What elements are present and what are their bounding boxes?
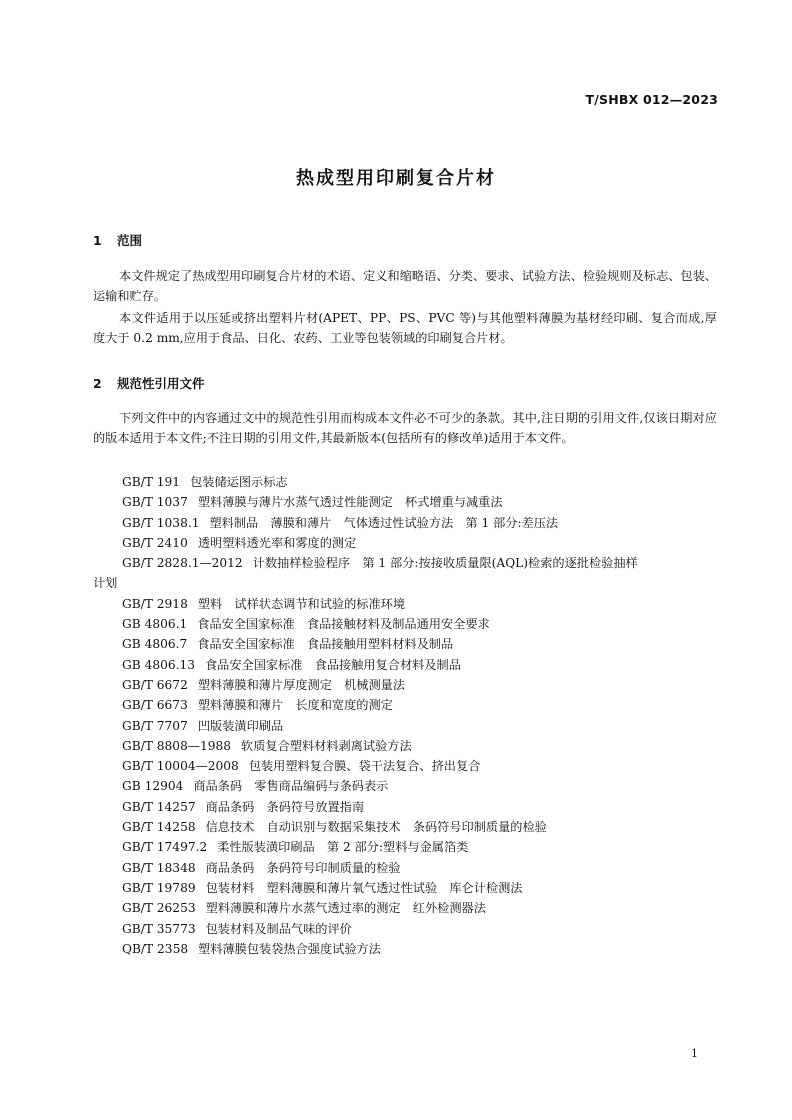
page-number: 1 [691,1047,698,1060]
document-title: 热成型用印刷复合片材 [296,168,496,189]
reference-title: 软质复合塑料材料剥离试验方法 [241,738,412,753]
reference-code: GB/T 14257 [122,799,196,814]
reference-item [93,736,717,756]
reference-item [93,817,717,837]
reference-item [93,776,717,796]
reference-code: GB/T 17497.2 [122,840,208,855]
reference-title: 包装材料 塑料薄膜和薄片氧气透过性试验 库仑计检测法 [205,880,523,895]
reference-item [93,898,717,918]
reference-title: 食品安全国家标准 食品接触材料及制品通用安全要求 [197,617,490,632]
reference-item [93,614,717,634]
reference-title: 包装储运图示标志 [190,475,288,489]
reference-title-continuation: 计划 [93,576,118,591]
document-number: T/SHBX 012—2023 [585,92,718,107]
reference-title: 塑料薄膜和薄片厚度测定 机械测量法 [197,677,406,692]
reference-item [93,837,717,857]
reference-item [93,553,717,573]
reference-title: 塑料薄膜与薄片水蒸气透过性能测定 杯式增重与减重法 [197,495,503,510]
reference-item [93,472,717,492]
reference-title: 塑料薄膜和薄片 长度和宽度的测定 [197,698,393,713]
reference-item [93,594,717,614]
reference-code: GB 4806.13 [122,657,195,672]
reference-code: GB/T 2410 [122,535,188,550]
reference-item [93,695,717,715]
reference-item [93,919,717,939]
reference-code: GB/T 26253 [122,901,196,916]
reference-code: GB/T 35773 [122,921,196,936]
reference-title: 信息技术 自动识别与数据采集技术 条码符号印制质量的检验 [205,820,547,835]
reference-item [93,858,717,878]
reference-code: GB/T 191 [122,475,181,489]
section-2-title: 规范性引用文件 [117,376,205,391]
reference-code: GB 4806.1 [122,617,188,632]
reference-code: GB/T 8808—1988 [122,738,232,753]
reference-code: GB/T 6672 [122,677,188,692]
reference-title: 食品安全国家标准 食品接触用复合材料及制品 [204,657,461,672]
reference-title: 计数抽样检验程序 第 1 部分:按接收质量限(AQL)检索的逐批检验抽样 [252,556,638,571]
reference-title: 塑料薄膜包装袋热合强度试验方法 [198,941,381,956]
reference-title: 透明塑料透光率和雾度的测定 [197,535,357,550]
reference-item [93,939,717,959]
reference-code: GB 12904 [122,779,184,794]
reference-title: 商品条码 条码符号放置指南 [205,799,365,814]
normative-reference-list [93,472,717,959]
reference-item [93,756,717,776]
reference-item [93,675,717,695]
reference-code: GB/T 2918 [122,596,188,611]
reference-code: GB/T 1037 [122,495,188,510]
reference-item [93,878,717,898]
reference-item [93,492,717,512]
reference-title: 塑料 试样状态调节和试验的标准环境 [197,596,406,611]
reference-code: GB/T 2828.1—2012 [122,556,243,571]
section-1-title: 范围 [117,233,143,248]
reference-code: GB 4806.7 [122,637,188,652]
reference-code: GB/T 6673 [122,698,188,713]
reference-code: GB/T 19789 [122,880,196,895]
reference-title: 塑料薄膜和薄片水蒸气透过率的测定 红外检测器法 [205,901,486,916]
reference-title: 塑料制品 薄膜和薄片 气体透过性试验方法 第 1 部分:差压法 [209,515,559,530]
section-1-paragraph-2: 本文件适用于以压延或挤出塑料片材(APET、PP、PS、PVC 等)与其他塑料薄膜为基材经印刷、复合而成,厚度大于 0.2 mm,应用于食品、日化、农药、工业等包装领域的印刷复合片材。 [93,311,717,345]
reference-item [93,655,717,675]
section-2-heading [93,374,205,392]
reference-title: 包装用塑料复合膜、袋干法复合、挤出复合 [248,759,481,774]
section-1-number: 1 [93,233,102,248]
reference-item [93,797,717,817]
reference-code: GB/T 7707 [122,718,188,733]
reference-code: GB/T 14258 [122,820,196,835]
reference-title: 商品条码 零售商品编码与条码表示 [193,779,389,794]
reference-code: GB/T 10004—2008 [122,759,239,774]
section-2-number: 2 [93,376,102,391]
reference-code: GB/T 18348 [122,860,196,875]
reference-item [93,533,717,553]
section-2-intro: 下列文件中的内容通过文中的规范性引用而构成本文件必不可少的条款。其中,注日期的引用文件,仅该日期对应的版本适用于本文件;不注日期的引用文件,其最新版本(包括所有的修改单)适用于本文件。 [93,411,717,445]
reference-title: 包装材料及制品气味的评价 [205,921,352,936]
reference-title: 柔性版装潢印刷品 第 2 部分:塑料与金属箔类 [217,840,469,855]
section-1-paragraph-1: 本文件规定了热成型用印刷复合片材的术语、定义和缩略语、分类、要求、试验方法、检验规则及标志、包装、运输和贮存。 [93,269,717,303]
reference-item [93,513,717,533]
section-1-heading [93,231,142,249]
reference-item [93,634,717,654]
reference-title: 商品条码 条码符号印制质量的检验 [205,860,401,875]
reference-code: GB/T 1038.1 [122,515,200,530]
reference-title: 食品安全国家标准 食品接触用塑料材料及制品 [197,637,454,652]
reference-code: QB/T 2358 [122,941,189,956]
reference-item [93,716,717,736]
reference-title: 凹版装潢印刷品 [197,718,284,733]
